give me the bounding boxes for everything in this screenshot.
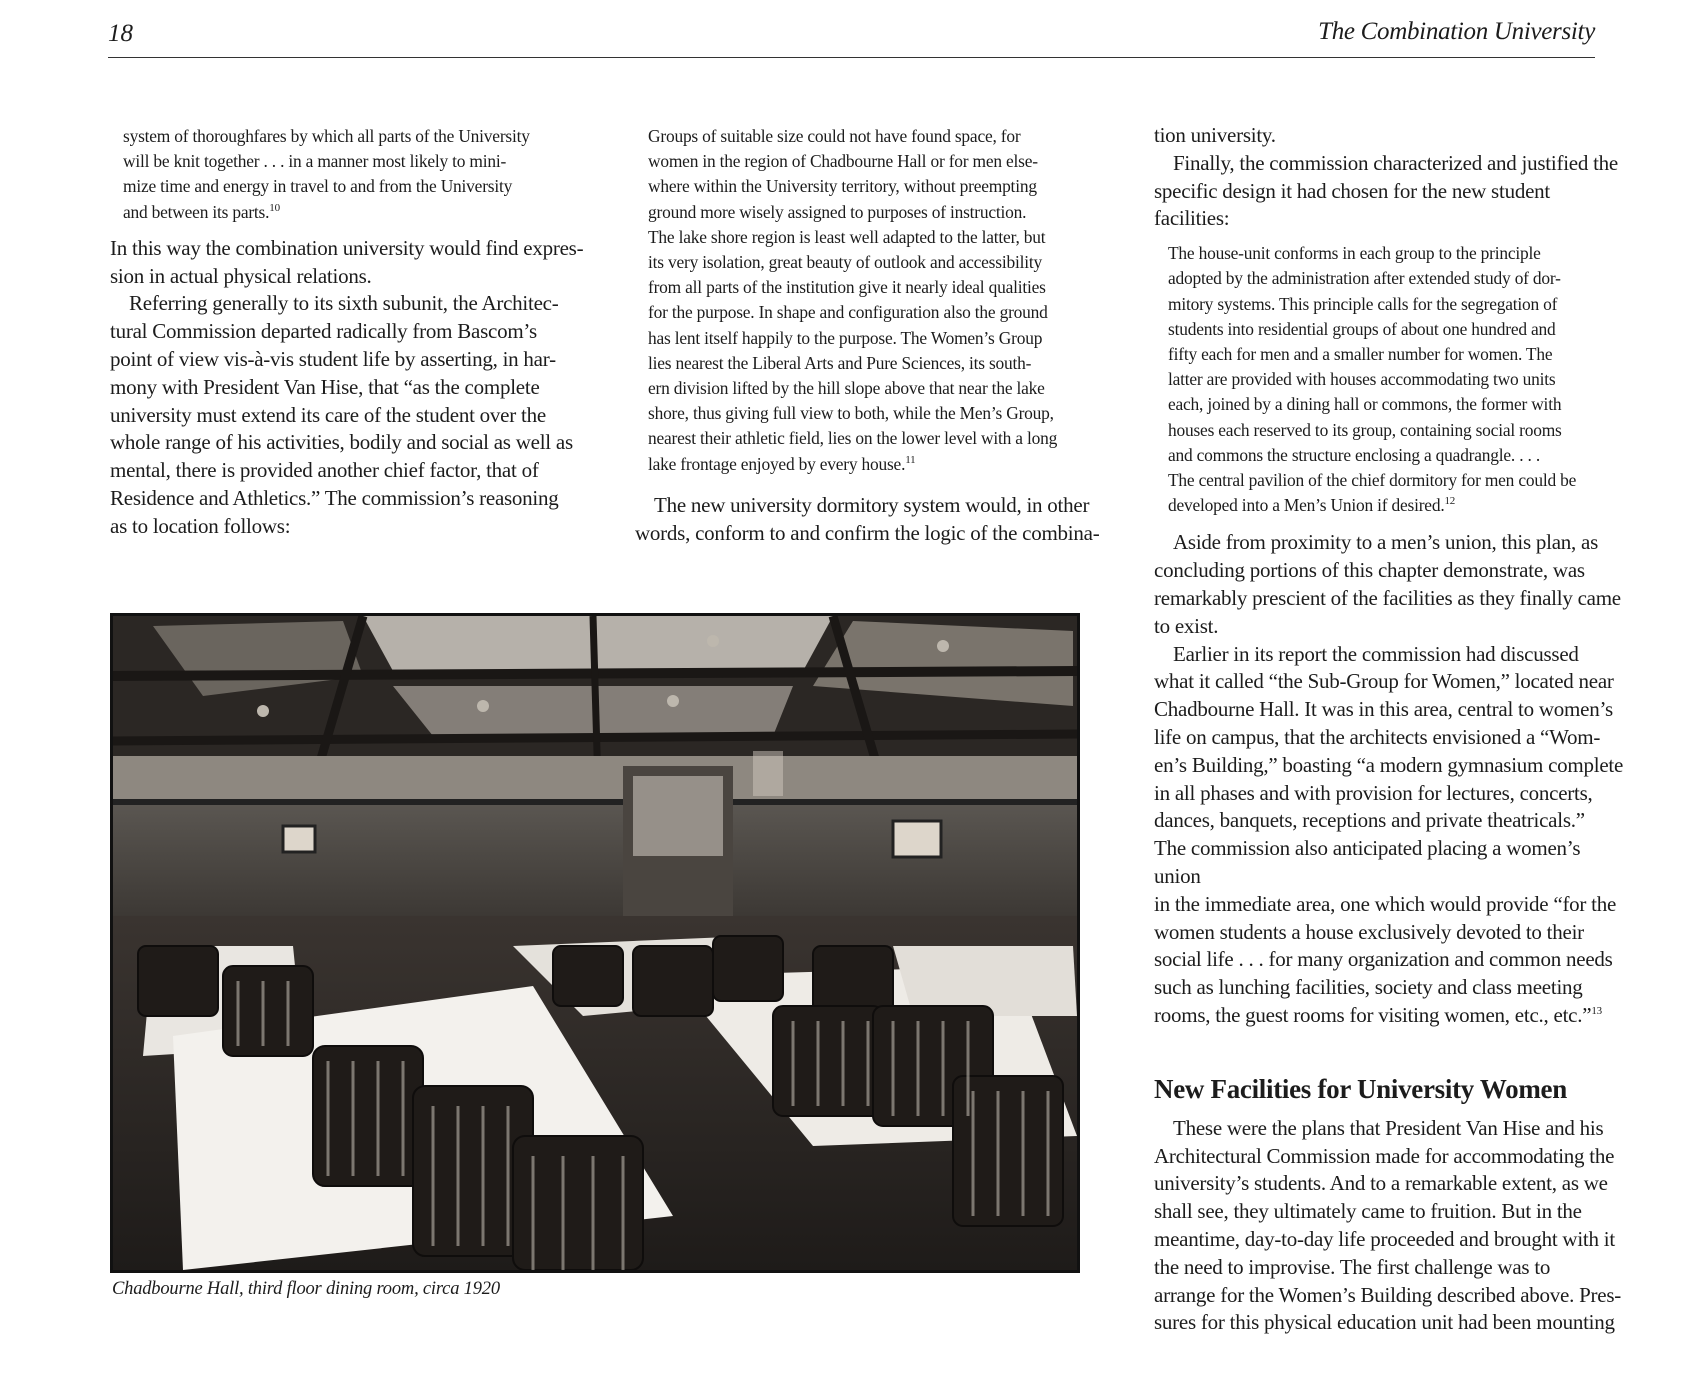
text-line: tion university. — [1154, 123, 1276, 147]
text-line: shall see, they ultimately came to fruition. But in the — [1154, 1199, 1582, 1224]
text-line: The central pavilion of the chief dormitory for men could be — [1168, 470, 1577, 491]
text-line: university’s students. And to a remarkable extent, as we — [1154, 1171, 1608, 1196]
block-quote — [123, 124, 585, 225]
text-line: The commission also anticipated placing a women’s union — [1154, 836, 1581, 888]
text-line: Chadbourne Hall. It was in this area, central to women’s — [1154, 697, 1613, 722]
text-line: such as lunching facilities, society and class meeting — [1154, 975, 1583, 1000]
text-line: mony with President Van Hise, that “as the complete — [110, 374, 540, 399]
photo-caption: Chadbourne Hall, third floor dining room, circa 1920 — [112, 1279, 500, 1299]
section-heading: New Facilities for University Women — [1154, 1073, 1567, 1104]
text-line: whole range of his activities, bodily and social as well as — [110, 430, 573, 455]
block-quote — [648, 124, 1105, 477]
text-line: will be knit together . . . in a manner most likely to mini- — [123, 151, 507, 172]
text-line: life on campus, that the architects envisioned a “Wom- — [1154, 725, 1601, 749]
text-line: specific design it had chosen for the new student — [1154, 178, 1550, 203]
text-line: Architectural Commission made for accommodating the — [1154, 1143, 1615, 1168]
text-line: mental, there is provided another chief factor, that of — [110, 458, 539, 483]
body-paragraph — [635, 492, 1105, 548]
text-line: The lake shore region is least well adapted to the latter, but — [648, 226, 1046, 247]
text-line: system of thoroughfares by which all parts of the University — [123, 126, 530, 146]
text-line: its very isolation, great beauty of outlook and accessibility — [648, 252, 1042, 273]
text-line: in the immediate area, one which would provide “for the — [1154, 891, 1617, 916]
quote-paragraph — [123, 124, 585, 225]
body-paragraph — [1154, 150, 1629, 233]
text-line: women in the region of Chadbourne Hall or for men else- — [648, 151, 1038, 172]
text-line: each, joined by a dining hall or commons, the former with — [1168, 394, 1562, 415]
footnote-marker: 11 — [905, 453, 916, 466]
text-line: where within the University territory, without preempting — [648, 176, 1037, 197]
quote-paragraph — [1168, 241, 1629, 518]
text-line: Groups of suitable size could not have found space, for — [648, 126, 1021, 146]
column-middle — [635, 124, 1105, 547]
text-line: mitory systems. This principle calls for the segregation of — [1168, 293, 1558, 314]
text-line: mize time and energy in travel to and from the University — [123, 176, 513, 197]
text-line: shore, thus giving full view to both, while the Men’s Group, — [648, 403, 1054, 424]
text-line: latter are provided with houses accommodating two units — [1168, 369, 1556, 390]
text-line: The house-unit conforms in each group to the principle — [1168, 243, 1541, 264]
text-line: fifty each for men and a smaller number for women. The — [1168, 344, 1553, 364]
text-line: rooms, the guest rooms for visiting women, etc., etc.” — [1154, 1002, 1592, 1027]
column-left — [110, 124, 585, 541]
footnote-marker: 13 — [1591, 1004, 1602, 1017]
text-line: as to location follows: — [110, 513, 291, 538]
header-rule — [108, 57, 1595, 58]
text-line: students into residential groups of about one hundred and — [1168, 318, 1556, 339]
text-line: lies nearest the Liberal Arts and Pure Sciences, its south- — [648, 352, 1032, 373]
text-line: remarkably prescient of the facilities as they finally came — [1154, 586, 1621, 611]
text-line: has lent itself happily to the purpose. The Women’s Group — [648, 327, 1043, 348]
text-line: concluding portions of this chapter demonstrate, was — [1154, 558, 1585, 583]
text-line: sion in actual physical relations. — [110, 263, 372, 288]
text-line: sures for this physical education unit had been mounting — [1154, 1310, 1615, 1335]
text-line: words, conform to and confirm the logic of the combina- — [635, 520, 1100, 545]
text-line: In this way the combination university would find expres- — [110, 235, 584, 260]
text-line: nearest their athletic field, lies on the lower level with a long — [648, 428, 1058, 449]
text-line: ground more wisely assigned to purposes of instruction. — [648, 201, 1027, 222]
text-line: en’s Building,” boasting “a modern gymnasium complete — [1154, 752, 1624, 777]
text-line: Earlier in its report the commission had discussed — [1173, 641, 1579, 666]
text-line: lake frontage enjoyed by every house. — [648, 453, 906, 474]
text-line: Residence and Athletics.” The commission’s reasoning — [110, 485, 559, 510]
text-line: in all phases and with provision for lectures, concerts, — [1154, 780, 1593, 805]
text-line: dances, banquets, receptions and private theatricals.” — [1154, 808, 1585, 833]
text-line: tural Commission departed radically from Bascom’s — [110, 319, 537, 344]
text-line: adopted by the administration after extended study of dor- — [1168, 268, 1561, 289]
text-line: point of view vis-à-vis student life by asserting, in har- — [110, 347, 556, 371]
footnote-marker: 10 — [269, 201, 280, 214]
text-line: Finally, the commission characterized and justified the — [1173, 150, 1618, 175]
text-line: the need to improvise. The first challenge was to — [1154, 1254, 1551, 1279]
text-line: and between its parts. — [123, 201, 270, 222]
text-line: what it called “the Sub-Group for Women,” located near — [1154, 669, 1614, 694]
text-line: Aside from proximity to a men’s union, this plan, as — [1173, 530, 1599, 555]
text-line: university must extend its care of the student over the — [110, 402, 546, 427]
body-paragraph — [110, 235, 585, 291]
text-line: developed into a Men’s Union if desired. — [1168, 495, 1445, 516]
text-line: meantime, day-to-day life proceeded and brought with it — [1154, 1226, 1615, 1251]
text-line: social life . . . for many organization and common needs — [1154, 947, 1613, 972]
running-title: The Combination University — [1318, 18, 1595, 45]
text-line: ern division lifted by the hill slope above that near the lake — [648, 378, 1045, 399]
quote-paragraph — [648, 124, 1105, 477]
block-quote — [1168, 241, 1629, 518]
text-line: facilities: — [1154, 206, 1230, 231]
text-line: Referring generally to its sixth subunit, the Architec- — [129, 291, 559, 316]
text-line: These were the plans that President Van Hise and his — [1173, 1115, 1604, 1140]
body-paragraph — [1154, 122, 1629, 150]
body-paragraph — [110, 290, 585, 540]
dining-room-illustration — [113, 616, 1077, 1270]
text-line: for the purpose. In shape and configuration also the ground — [648, 302, 1048, 323]
page-number: 18 — [108, 20, 133, 47]
body-paragraph — [1154, 529, 1629, 640]
text-line: women students a house exclusively devoted to their — [1154, 919, 1584, 944]
text-line: from all parts of the institution give it nearly ideal qualities — [648, 277, 1046, 298]
body-paragraph — [1154, 1115, 1629, 1337]
footnote-marker: 12 — [1444, 495, 1456, 508]
text-line: arrange for the Women’s Building described above. Pres- — [1154, 1282, 1622, 1307]
text-line: to exist. — [1154, 613, 1219, 638]
text-line: and commons the structure enclosing a quadrangle. . . . — [1168, 444, 1540, 465]
column-right — [1154, 122, 1629, 1337]
text-line: houses each reserved to its group, containing social rooms — [1168, 419, 1562, 440]
body-paragraph — [1154, 641, 1629, 1030]
dining-room-photo — [110, 613, 1080, 1273]
text-line: The new university dormitory system would, in other — [654, 492, 1090, 517]
